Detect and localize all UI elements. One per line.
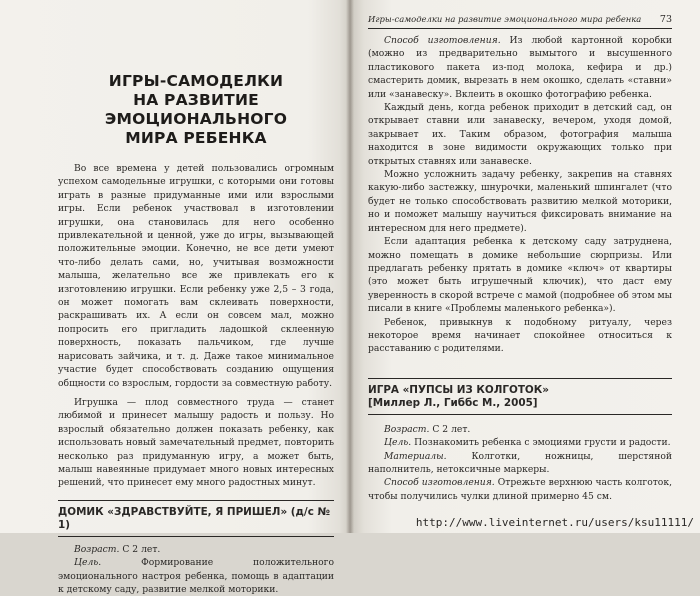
running-title: Игры-самоделки на развитие эмоционального мира ребенка: [368, 14, 642, 24]
goal-line: [58, 556, 334, 596]
intro-paragraph: Во все времена у детей пользовались огромным успехом самодельные игрушки, с которыми они готовы играть в разные придуманные ими или взрослыми игры. Если ребенок участвовал в изготовлении игрушки, она становилась для него особенно привлекательной и ценной, уже до игры, вызывающей положительные эмоции. Конечно, не все дети умеют что-либо делать сами, но, учитывая возможности малыша, желательно все же привлекать его к изготовлению игрушки. Если ребенку уже 2,5 – 3 года, он может помогать вам склеивать поверхности, раскрашивать их. А если он совсем мал, можно попросить его пригладить ладошкой склеенную поверхность, показать пальчиком, где лучше нарисовать зайчика, и т. д. Даже такое минимальное участие будет способствовать созданию ощущения общности со взрослым, гордости за совместную работу.: [58, 163, 334, 389]
left-page: [0, 0, 350, 595]
age-label-2: Возраст.: [384, 423, 430, 435]
chapter-title-line-3: МИРА РЕБЕНКА: [125, 129, 267, 147]
materials-label: Материалы.: [384, 450, 447, 462]
goal-value: Формирование положительного эмоционального настроя ребенка, помощь в адаптации к детскому саду, развитие мелкой моторики.: [58, 557, 334, 595]
page-number: 73: [659, 14, 672, 25]
age-line: [58, 543, 334, 556]
goal-line-2: [368, 436, 672, 449]
toy-paragraph: Игрушка — плод совместного труда — станет любимой и принесет малышу радость и пользу. Но взрослый обязательно должен показать ребенку, как использовать новый замечательный предмет, повторить несколько раз придуманную игру, а может быть, малыш навеянные придумает много новых интересных решений, что принесет ему много радостных минут.: [58, 396, 334, 489]
materials-line: [368, 450, 672, 477]
daily-paragraph: Каждый день, когда ребенок приходит в детский сад, он открывает ставни или занавеску, вечером, уходя домой, закрывает их. Таким образом, фотография малыша находится в зоне видимости окружающих только при открытых ставнях или занавеске.: [368, 102, 672, 167]
section-heading-dolls: [368, 378, 672, 415]
method-line-2: [368, 476, 672, 503]
method-label: Способ изготовления.: [384, 35, 501, 46]
chapter-title-line-1: ИГРЫ-САМОДЕЛКИ: [108, 72, 284, 90]
section-heading-dolls-title: ИГРА «ПУПСЫ ИЗ КОЛГОТОК»: [368, 383, 549, 396]
adaptation-paragraph: Если адаптация ребенка к детскому саду затруднена, можно помещать в домике небольшие сюрпризы. Или предлагать ребенку прятать в домике «ключ» от квартиры (это может быть игрушечный ключик), что даст ему уверенность в скорой встрече с мамой (подробнее об этом мы писали в книге «Проблемы маленького ребенка»).: [368, 236, 672, 315]
section-heading-house: ДОМИК «ЗДРАВСТВУЙТЕ, Я ПРИШЕЛ» (д/с № 1): [58, 500, 334, 537]
method2-label: Способ изготовления.: [384, 477, 495, 489]
age-label: Возраст.: [74, 543, 120, 555]
method-text: Из любой картонной коробки (можно из предварительно вымытого и высушенного пластикового пакета из-под молока, кефира и др.) смастерить домик, вырезать в нем окошко, сделать «ставни» или «занавеску». Вклеить в окошко фотографию ребенка.: [368, 35, 672, 100]
goal-value-2: Познакомить ребенка с эмоциями грусти и радости.: [414, 437, 671, 449]
watermark-url: http://www.liveinternet.ru/users/ksu11111/: [415, 516, 694, 529]
chapter-title-line-2: НА РАЗВИТИЕ ЭМОЦИОНАЛЬНОГО: [104, 91, 288, 128]
complicate-paragraph: Можно усложнить задачу ребенку, закрепив на ставнях какую-либо застежку, шнурочки, маленький шпингалет (что будет не только способствовать развитию мелкой моторики, но и поможет малышу научиться фиксировать внимание на интересном для него предмете).: [368, 169, 672, 234]
method-paragraph: [368, 34, 672, 101]
book-gutter: [346, 0, 354, 533]
section-heading-dolls-source: [Миллер Л., Гиббс М., 2005]: [368, 396, 538, 409]
age-value: С 2 лет.: [122, 543, 161, 555]
method2-value: Отрежьте верхнюю часть колготок, чтобы получились чулки длиной примерно 45 см.: [368, 477, 672, 502]
right-page: [350, 0, 700, 533]
running-header: [368, 14, 672, 29]
age-value-2: С 2 лет.: [432, 423, 471, 435]
goal-label: Цель.: [74, 557, 102, 569]
chapter-title: [58, 72, 334, 148]
ritual-paragraph: Ребенок, привыкнув к подобному ритуалу, через некоторое время начинает спокойнее относиться к расставанию с родителями.: [368, 316, 672, 355]
age-line-2: [368, 423, 672, 436]
goal-label-2: Цель.: [384, 437, 412, 449]
materials-value: Колготки, ножницы, шерстяной наполнитель, нетоксичные маркеры.: [368, 450, 672, 475]
